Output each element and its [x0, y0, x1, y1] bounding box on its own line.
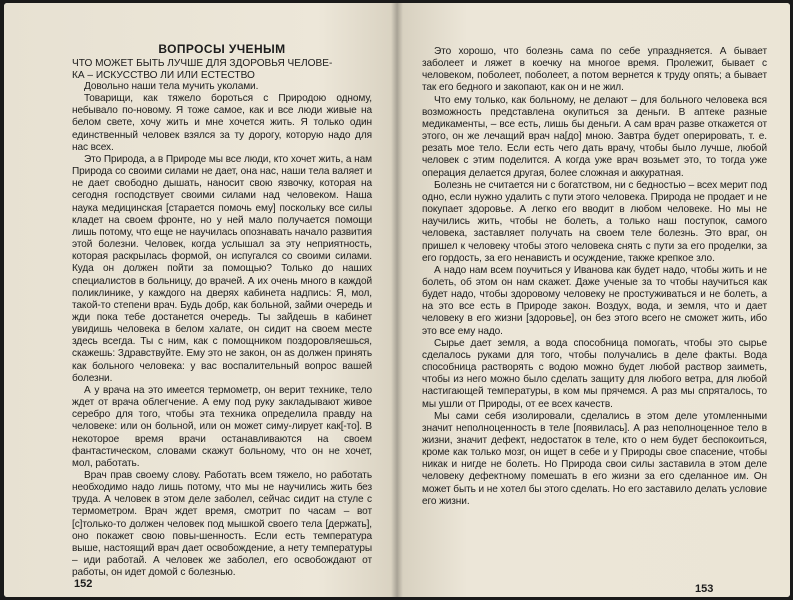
section-heading: ВОПРОСЫ УЧЕНЫМ — [158, 42, 286, 56]
paragraph: Это хорошо, что болезнь сама по себе упраздняется. А бывает заболеет и ляжет в коечку на многое время. Пролежит, бывает с человеком, поболеет, поболеет, а потом вернется к труду опять; а бывает так его бедного и закопают, как он и не жил. — [422, 46, 767, 94]
paragraph: Товарищи, как тяжело бороться с Природою одному, небывало по-новому. Я тоже самое, как и все люди живые на белом свете, хочу жить и мне хочется жить. Я только один единственный человек взялся за ту дорогу, которую надо для нас всех. — [72, 93, 372, 153]
paragraph: Сырье дает земля, а вода способница помогать, чтобы это сырье сделалось руками для того, чтобы получались в деле факты. Вода способница растворять с водою можно будет любой раствор заиметь, чтобы из него можно было сделать защиту для любого ветра, для любой настигающей температуры, в ком мы прячемся. А раз мы спряталось, то мы ушли от Природы, от ее всех качеств. — [422, 337, 767, 410]
right-page-body — [422, 46, 767, 508]
paragraph: Болезнь не считается ни с богатством, ни с бедностью – всех мерит под одно, если нужно удалить с пути этого человека. Природа не продает и не покупает здоровье. А легко его вводит в любом человеке. Но мы не научились жить, чтобы не болеть, а только наш поступок, самого человека, заставляет получать на своем теле болезнь. Это враг, он пришел к человеку чтобы этого человека снять с пути за его проделки, за его гордость, за его ненависть и осуждение, также крепкое зло. — [422, 179, 767, 264]
page-number: 153 — [695, 583, 714, 595]
paragraph: А у врача на это имеется термометр, он верит технике, тело ждет от врача облегчение. А ему под руку закладывают живое серебро для того, чтобы эта техника определила правду на человеке: или он больной, или он может симу-лирует как[-то]. В некоторое время врачи останавливаются на своем фантастическом, словами скажут больному, что он не хочет, мол, работать. — [72, 384, 372, 469]
paragraph: Что ему только, как больному, не делают – для больного человека вся возможность представлена окупиться за деньги. В аптеке разные медикаменты, – все есть, лишь бы деньги. А сам врач разве откажется от этого, он же лечащий врач на[до] мною. Завтра будет оперировать, т. е. резать мое тело. Если есть чего дать врачу, чтобы было лучше, любой человек с этим поделится. А когда уже врач возьмет это, то тогда уже операция делается другая, более сложная и аккуратная. — [422, 94, 767, 179]
book-gutter — [391, 3, 403, 597]
right-page — [397, 3, 790, 597]
left-page — [4, 3, 397, 597]
paragraph: Врач прав своему слову. Работать всем тяжело, но работать необходимо надо лишь потому, что мы не научились жить без труда. А человек в этом деле заболел, сейчас сидит на стуле с термометром. Врач ждет время, смотрит по часам – вот [с]только-то должен человек под мышкой своего тела [держать], оно покажет свою повы-шенность. Если есть температура выше, настоящий врач дает освобождение, а нету температуры – иди работай. А человек же заболел, его освобождают от работы, он идет домой с болезнью. — [72, 470, 372, 579]
subheading-line: ЧТО МОЖЕТ БЫТЬ ЛУЧШЕ ДЛЯ ЗДОРОВЬЯ ЧЕЛОВЕ- — [72, 58, 333, 69]
left-page-body — [72, 81, 372, 579]
paragraph: Довольно наши тела мучить уколами. — [84, 81, 259, 92]
subheading-line: КА – ИСКУССТВО ЛИ ИЛИ ЕСТЕСТВО — [72, 69, 255, 81]
paragraph: Мы сами себя изолировали, сделались в этом деле утомленными значит неполноценность в теле [появилась]. А раз неполноценное тело в жизни, значит дефект, недостаток в теле, кто о нем будет беспокоиться, кроме как только мозг, он ищет в себе и у Природы свое спасение, чтобы никак и нигде не болеть. Но Природа свои силы заставила в этом деле человеку дефектному помешать в его жизни за его сделанное им. Он может быть и не хотел бы этого сделать. Но его заставило делать условие его жизни. — [422, 410, 767, 507]
paragraph: А надо нам всем поучиться у Иванова как будет надо, чтобы жить и не болеть, об этом он нам скажет. Даже ученые за то чтобы научиться как будет надо, чтобы здоровому человеку не простуживаться и не болеть, а на это все есть в Природе закон. Воздух, вода, и земля, что и дает человеку в его жизни [здоровье], он без этого всего не сможет жить, ибо это все ему надо. — [422, 264, 767, 337]
article-subheading — [72, 58, 372, 81]
paragraph: Это Природа, а в Природе мы все люди, кто хочет жить, а нам Природа со своими силами не дает, она нас, наши тела валяет и не дает свободно дышать, наносит свою язвочку, которая на сегодня господствует своими силами над человеком. Наша наука медицинская [старается помочь ему] поскольку все силы кладет на своем фронте, но у ней мало получается помощи лишь потому, что еще не научилась опознавать начало развития этой болезни. Человек, когда услышал за эту неприятность, которая раскрылась формой, он испугался со своими силами. Куда он должен пойти за помощью? Только до наших специалистов в больницу, до врачей. А их очень много в каждой поликлинике, у каждого на дверях кабинета надпись: Я, мол, такой-то степени врач. Будь добр, как больной, займи очередь и жди пока тебе достанется очередь. Ты зайдешь в кабинет увидишь человека в белом халате, он сидит на своем месте здесь всегда. Ты с ним, как с помощником поздоровляешься, скажешь: Здравствуйте. Ему это не закон, он as должен принять как больного человека: у вас воспалительный вопрос вашей болезни. — [72, 153, 372, 384]
page-number: 152 — [74, 578, 93, 590]
book-spread — [4, 3, 790, 597]
